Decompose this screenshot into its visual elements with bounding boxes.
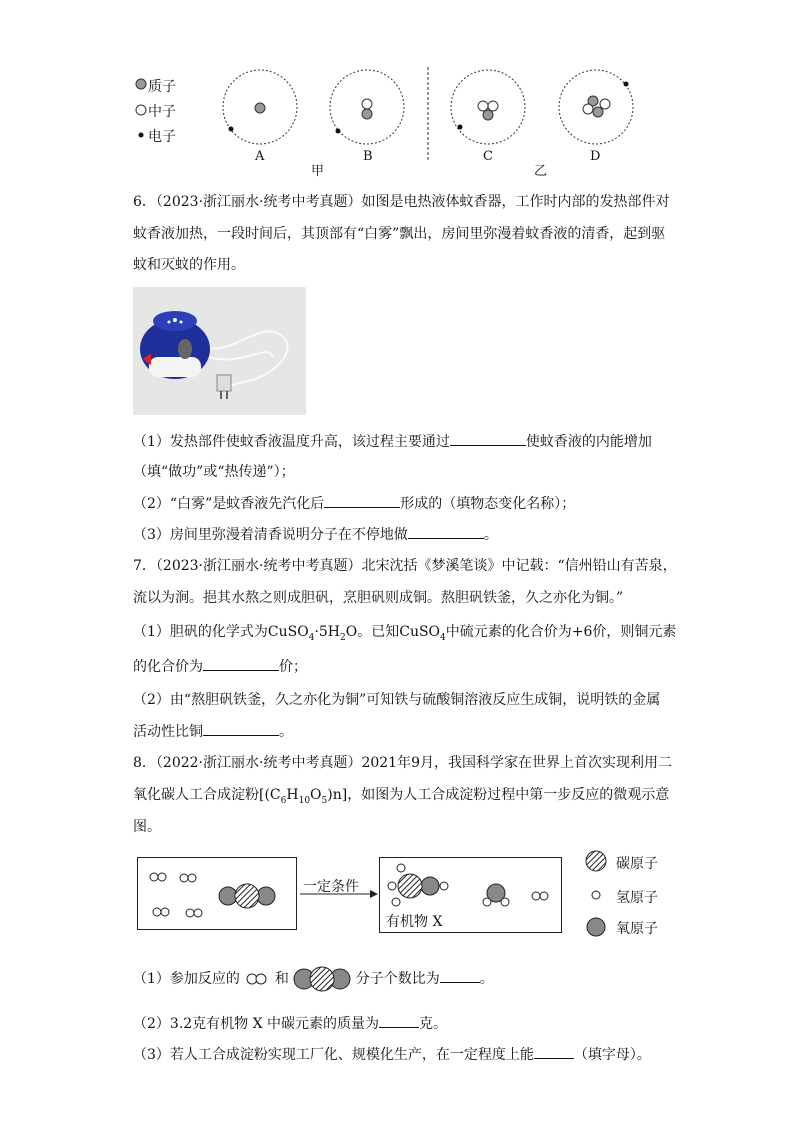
reaction-condition-label: 一定条件	[303, 879, 359, 895]
q7-text: 北宋沈括《梦溪笔谈》中记载：“信州铅山有苦泉，	[361, 558, 677, 574]
q8-sub1-and: 和	[274, 971, 289, 987]
q6-text: 如图是电热液体蚊香器，工作时内部的发热部件对	[361, 194, 670, 210]
legend-hydrogen-label: 氢原子	[616, 890, 658, 906]
electron-legend-icon	[139, 133, 144, 138]
hydrogen-molecule-icon	[186, 909, 202, 917]
product-x-label: 有机物 X	[386, 914, 443, 930]
q8-sub1-text-c: 。	[479, 971, 494, 987]
hydrogen-molecule-icon	[180, 874, 196, 882]
neutron-icon	[478, 101, 488, 111]
hydrogen-molecule-icon	[532, 892, 548, 900]
q8-text: 2021年9月，我国科学家在世界上首次实现利用二	[361, 755, 672, 771]
proton-icon	[362, 109, 372, 119]
proton-icon	[583, 104, 593, 114]
q6-sub3-text-b: 。	[483, 527, 498, 543]
q6-line3: 蚊和灭蚊的作用。	[133, 257, 245, 273]
q7-sub1-subscript-2: 2	[340, 632, 346, 643]
q7-sub1-text-dot: ·5H	[314, 624, 341, 640]
q8-sub2-text: （2）3.2克有机物 X 中碳元素的质量为	[133, 1016, 380, 1032]
q8-sub3-text-b: （填字母）。	[573, 1047, 651, 1063]
q8-sub3-answer-blank[interactable]	[534, 1044, 574, 1059]
hydrogen-molecule-icon	[244, 972, 270, 986]
q7-sub1-cont	[133, 656, 307, 677]
proton-icon	[483, 110, 493, 120]
q6-sub3-answer-blank[interactable]	[408, 524, 484, 539]
carbon-atom-legend-icon	[586, 851, 606, 871]
atom-label-d: D	[590, 149, 601, 164]
neutron-icon	[488, 101, 498, 111]
q8-sub2-answer-blank[interactable]	[379, 1013, 419, 1028]
q6-sub2-answer-blank[interactable]	[324, 493, 400, 508]
water-molecule-icon	[483, 884, 509, 906]
q8-sub3	[133, 1044, 651, 1065]
q6-line1	[133, 192, 669, 212]
mosquito-repellent-heater-photo	[133, 287, 306, 415]
neutron-legend-icon	[136, 105, 146, 115]
q8-text-h: H	[286, 787, 299, 803]
q7-sub1-text-c: 中硫元素的化合价为+6价，则铜元素	[445, 624, 677, 640]
proton-icon	[255, 103, 265, 113]
atom-label-a: A	[255, 149, 265, 164]
atom-d	[559, 70, 633, 144]
q6-sub2-text-b: 形成的（填物态变化名称）；	[400, 496, 576, 512]
q8-sub3-text: （3）若人工合成淀粉实现工厂化、规模化生产，在一定程度上能	[133, 1047, 534, 1063]
q7-sub1-text-e: 价；	[279, 659, 307, 675]
proton-icon	[593, 107, 603, 117]
proton-legend-icon	[136, 79, 146, 89]
atom-label-b: B	[363, 149, 373, 164]
organic-x-molecule-icon	[388, 864, 448, 906]
q8-text-o: O	[310, 787, 322, 803]
atom-b	[330, 70, 404, 144]
q8-text-2b: )n]，如图为人工合成淀粉过程中第一步反应的微观示意	[327, 787, 670, 803]
q6-sub1-answer-blank[interactable]	[450, 431, 526, 446]
q7-sub1-subscript-3: 4	[440, 632, 446, 643]
q8-line3: 图。	[133, 819, 161, 835]
electron-icon	[624, 82, 629, 87]
atom-c	[451, 70, 525, 144]
q6-sub2-text: （2）“白雾”是蚊香液先汽化后	[133, 496, 325, 512]
legend-proton-label: 质子	[148, 79, 176, 95]
q8-subscript-10: 10	[298, 795, 311, 806]
heater-illustration	[133, 287, 306, 415]
legend-carbon-label: 碳原子	[616, 856, 658, 872]
q6-sub1	[133, 431, 652, 452]
carbon-dioxide-molecule-icon	[293, 966, 351, 992]
q8-subscript-6: 6	[280, 795, 287, 806]
q6-sub2	[133, 493, 575, 514]
q6-source: （2023·浙江丽水·统考中考真题）	[155, 194, 362, 210]
q7-sub2-cont	[133, 721, 293, 742]
q7-source: （2023·浙江丽水·统考中考真题）	[155, 558, 362, 574]
q6-sub3-text: （3）房间里弥漫着清香说明分子在不停地做	[133, 527, 408, 543]
legend-neutron-label: 中子	[148, 104, 176, 120]
q7-sub1-text: （1）胆矾的化学式为CuSO	[133, 624, 309, 640]
group-label-jia: 甲	[311, 164, 325, 179]
q8-line2	[133, 785, 669, 811]
electron-icon	[336, 129, 341, 134]
q7-sub2-text-c: 。	[279, 724, 293, 740]
q7-sub2-text-b: 活动性比铜	[133, 724, 203, 740]
q7-sub1-text-d: 的化合价为	[133, 659, 203, 675]
reaction-diagram	[130, 840, 670, 950]
electron-icon	[458, 125, 463, 130]
legend-electron-label: 电子	[148, 129, 176, 145]
atom-label-c: C	[483, 149, 493, 164]
q6-sub1-hint: （填“做功”或“热传递”）；	[133, 464, 295, 480]
q7-sub1	[133, 622, 676, 648]
electron-icon	[229, 127, 234, 132]
q6-sub1-text-b: 使蚊香液的内能增加	[525, 434, 652, 450]
hydrogen-molecule-icon	[150, 873, 166, 881]
atom-diagram	[130, 62, 650, 172]
q7-sub2: （2）由“熬胆矾铁釜，久之亦化为铜”可知铁与硫酸铜溶液反应生成铜，说明铁的金属	[133, 692, 661, 708]
q7-sub1-subscript: 4	[308, 632, 315, 643]
q6-line2: 蚊香液加热，一段时间后，其顶部有“白雾”飘出，房间里弥漫着蚊香液的清香，起到驱	[133, 226, 666, 242]
q7-sub1-answer-blank[interactable]	[203, 656, 279, 671]
neutron-icon	[362, 99, 372, 109]
q7-line2: 流以为涧。挹其水熬之则成胆矾，烹胆矾则成铜。熬胆矾铁釜，久之亦化为铜。”	[133, 590, 624, 606]
q8-source: （2022·浙江丽水·统考中考真题）	[155, 755, 362, 771]
q6-number: 6．	[133, 194, 156, 210]
hydrogen-molecule-icon	[153, 908, 169, 916]
q8-sub2	[133, 1013, 447, 1034]
q6-sub1-text: （1）发热部件使蚊香液温度升高，该过程主要通过	[133, 434, 450, 450]
oxygen-atom-legend-icon	[587, 918, 605, 936]
q7-number: 7．	[133, 558, 156, 574]
hydrogen-atom-legend-icon	[592, 891, 600, 899]
q8-sub1	[133, 966, 494, 992]
q8-sub2-text-b: 克。	[419, 1016, 448, 1032]
q8-line1	[133, 753, 672, 773]
q8-subscript-5: 5	[321, 795, 328, 806]
q8-number: 8．	[133, 755, 156, 771]
q8-sub1-text-b: 分子个数比为	[355, 971, 440, 987]
carbon-dioxide-molecule-icon	[219, 884, 275, 908]
q7-sub2-answer-blank[interactable]	[203, 721, 279, 736]
group-label-yi: 乙	[534, 164, 548, 179]
q8-sub1-text: （1）参加反应的	[133, 971, 240, 987]
q8-text-2a: 氧化碳人工合成淀粉[(C	[133, 787, 281, 803]
atom-a	[223, 70, 297, 144]
neutron-icon	[600, 99, 610, 109]
q7-sub1-text-b: O。已知CuSO	[345, 624, 441, 640]
q7-line1	[133, 556, 677, 576]
q8-sub1-answer-blank[interactable]	[440, 968, 480, 983]
legend-oxygen-label: 氧原子	[616, 921, 658, 937]
q6-sub3	[133, 524, 498, 545]
